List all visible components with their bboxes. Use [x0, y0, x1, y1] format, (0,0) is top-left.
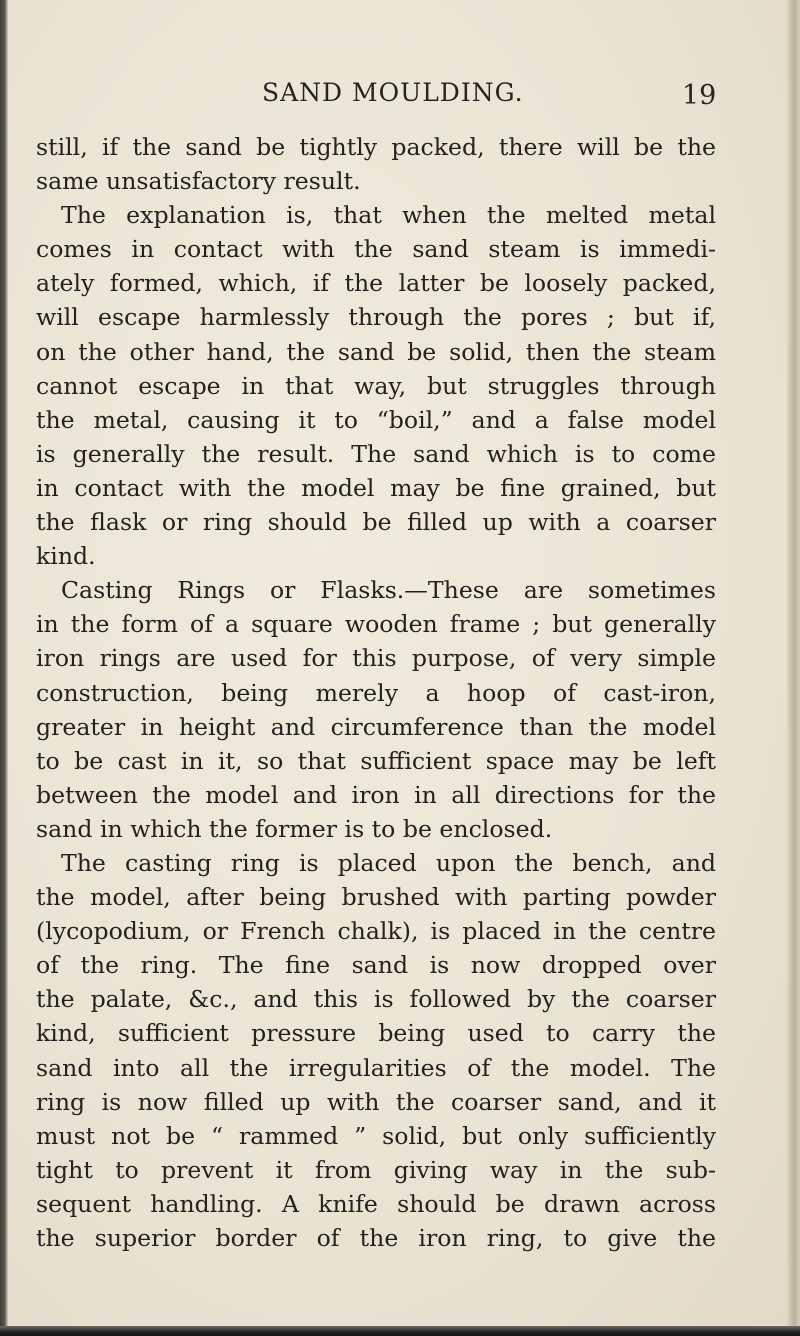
text-line: must not be “ rammed ” solid, but only sufficiently — [36, 1121, 716, 1150]
text-line: sand in which the former is to be enclosed. — [36, 814, 553, 843]
page-binding-left-edge — [0, 0, 8, 1336]
text-line: sand into all the irregularities of the model. The — [36, 1053, 716, 1082]
page-right-edge — [786, 0, 800, 1336]
text-line: to be cast in it, so that sufficient space may be left — [36, 746, 716, 775]
text-line: kind, sufficient pressure being used to carry the — [36, 1019, 716, 1048]
body-text — [36, 130, 716, 1255]
text-line: iron rings are used for this purpose, of very simple — [36, 644, 716, 673]
running-head — [0, 78, 800, 114]
text-line: the palate, &c., and this is followed by the coarser — [36, 985, 716, 1014]
text-line: The explanation is, that when the melted metal — [61, 201, 716, 230]
running-title: SAND MOULDING. — [262, 78, 524, 107]
text-line: (lycopodium, or French chalk), is placed in the centre — [36, 917, 716, 946]
text-line: cannot escape in that way, but struggles through — [36, 371, 716, 400]
text-line: of the ring. The fine sand is now dropped over — [36, 951, 716, 980]
text-line: same unsatisfactory result. — [36, 167, 361, 196]
text-line: tight to prevent it from giving way in the sub- — [36, 1155, 716, 1184]
text-line: the flask or ring should be filled up with a coarser — [36, 508, 716, 537]
page-number: 19 — [682, 80, 717, 111]
text-line: is generally the result. The sand which is to come — [36, 439, 716, 468]
text-line: kind. — [36, 542, 96, 571]
text-line: construction, being merely a hoop of cast-iron, — [36, 678, 716, 707]
text-line: greater in height and circumference than the model — [36, 712, 716, 741]
text-line: ring is now filled up with the coarser sand, and it — [36, 1087, 716, 1116]
page-bottom-edge — [0, 1326, 800, 1336]
text-line: between the model and iron in all directions for the — [36, 780, 716, 809]
text-line: still, if the sand be tightly packed, there will be the — [36, 133, 716, 161]
text-line: the model, after being brushed with parting powder — [36, 883, 716, 912]
text-line: Casting Rings or Flasks.—These are sometimes — [61, 576, 716, 605]
text-line: sequent handling. A knife should be drawn across — [36, 1189, 716, 1218]
text-line: The casting ring is placed upon the bench, and — [61, 848, 716, 877]
text-line: will escape harmlessly through the pores ; but if, — [36, 303, 716, 332]
text-line: the metal, causing it to “boil,” and a false model — [36, 405, 716, 434]
text-line: in the form of a square wooden frame ; but generally — [36, 610, 716, 639]
text-line: the superior border of the iron ring, to give the — [36, 1224, 716, 1252]
text-line: comes in contact with the sand steam is immedi- — [36, 235, 716, 264]
text-line: in contact with the model may be fine grained, but — [36, 473, 716, 502]
text-line: ately formed, which, if the latter be loosely packed, — [36, 269, 716, 298]
text-line: on the other hand, the sand be solid, then the steam — [36, 337, 716, 366]
